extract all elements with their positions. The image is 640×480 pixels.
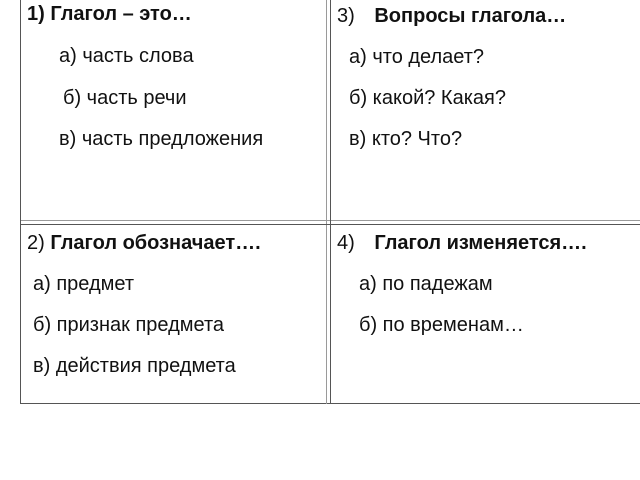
question-text-3: Вопросы глагола… (374, 5, 567, 27)
answer-option: б) признак предмета (33, 314, 225, 336)
quiz-table (20, 0, 640, 404)
question-number-2: 2) (27, 232, 45, 254)
question-title-1 (27, 2, 192, 26)
question-text-4: Глагол изменяется…. (374, 232, 587, 254)
answer-option: в) действия предмета (33, 355, 236, 377)
answer-option: а) по падежам (359, 273, 493, 295)
question-number-3: 3) (337, 5, 355, 27)
question-text-1: Глагол – это… (50, 3, 192, 25)
question-cell-1 (21, 0, 331, 225)
question-cell-3 (331, 0, 640, 225)
question-number-1: 1) (27, 3, 45, 25)
question-title-2 (27, 231, 261, 255)
answer-option: б) по временам… (359, 314, 524, 336)
question-number-4: 4) (337, 232, 355, 254)
question-cell-4 (331, 225, 640, 404)
question-text-2: Глагол обозначает…. (50, 232, 261, 254)
question-cell-2 (21, 225, 331, 404)
answer-option: б) часть речи (63, 87, 187, 109)
answer-option: а) предмет (33, 273, 135, 295)
answer-option: а) что делает? (349, 46, 485, 68)
answer-option: а) часть слова (59, 45, 194, 67)
answer-option: в) часть предложения (59, 128, 264, 150)
question-title-3 (337, 4, 566, 28)
answer-option: в) кто? Что? (349, 128, 463, 150)
question-title-4 (337, 231, 587, 255)
answer-option: б) какой? Какая? (349, 87, 506, 109)
